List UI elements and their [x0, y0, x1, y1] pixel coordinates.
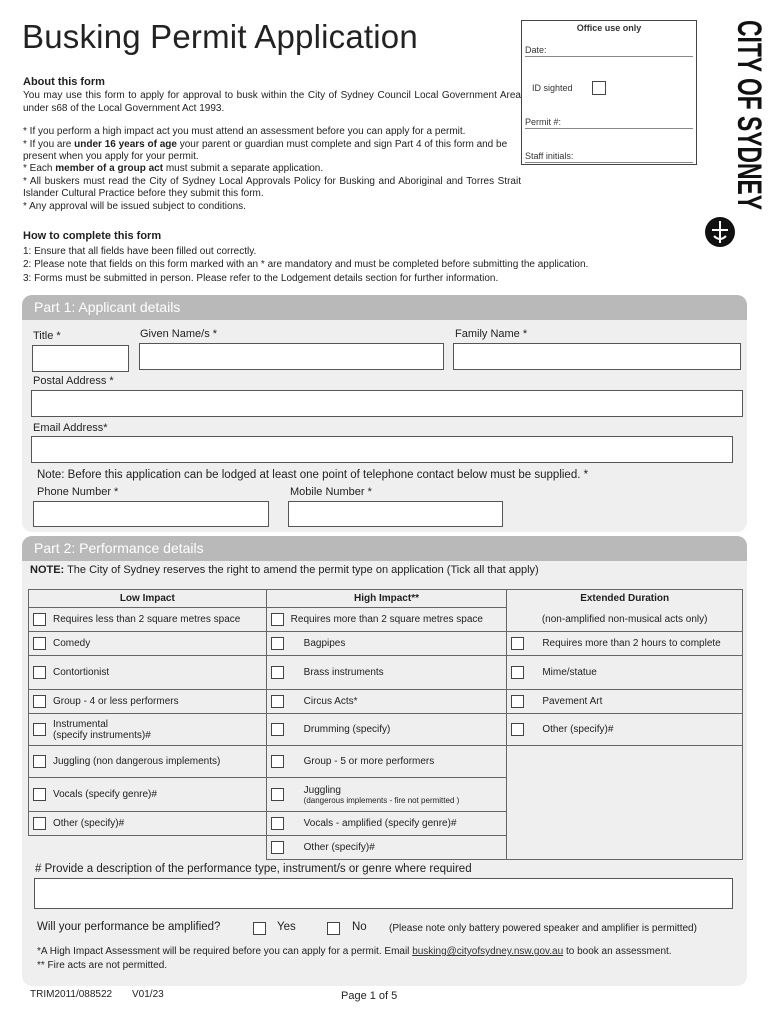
mobile-label: Mobile Number * [290, 486, 372, 498]
high-checkbox-7[interactable] [271, 817, 284, 830]
part2-heading: Part 2: Performance details [22, 536, 747, 561]
col-low-impact: Low Impact [29, 590, 267, 608]
ext-label-2: Pavement Art [542, 696, 603, 707]
title-label: Title * [33, 330, 61, 342]
low-label-3: Group - 4 or less performers [53, 696, 179, 707]
high-label-1: Bagpipes [303, 638, 346, 649]
ext-label-3: Other (specify)# [542, 724, 614, 735]
howto-step-3: 3: Forms must be submitted in person. Please refer to the Lodgement details section for further information. [23, 272, 499, 284]
ext-subheader: (non-amplified non-musical acts only) [507, 608, 743, 632]
description-label: # Provide a description of the performance type, instrument/s or genre where required [35, 863, 472, 875]
howto-section [23, 230, 723, 285]
high-label-5: Group - 5 or more performers [303, 756, 435, 767]
mobile-input[interactable] [288, 501, 503, 527]
amplified-no-label: No [352, 921, 367, 933]
description-input[interactable] [34, 878, 733, 909]
high-checkbox-0[interactable] [271, 613, 284, 626]
high-checkbox-6[interactable] [271, 788, 284, 801]
low-label-1: Comedy [53, 638, 91, 649]
family-name-label: Family Name * [455, 328, 528, 340]
office-staff-field[interactable]: Staff initials: [525, 151, 693, 163]
part1-heading: Part 1: Applicant details [22, 295, 747, 320]
low-checkbox-0[interactable] [33, 613, 46, 626]
busking-email-link[interactable]: busking@cityofsydney.nsw.gov.au [412, 946, 564, 957]
high-label-0: Requires more than 2 square metres space [290, 614, 483, 625]
part1-panel [22, 295, 747, 532]
logo-text: CITY OF SYDNEY [730, 20, 768, 303]
howto-heading: How to complete this form [23, 230, 162, 242]
low-label-5: Juggling (non dangerous implements) [53, 756, 221, 767]
email-label: Email Address* [33, 422, 108, 434]
about-section [23, 76, 521, 213]
col-extended: Extended Duration [507, 590, 743, 608]
ext-checkbox-2[interactable] [511, 695, 524, 708]
amplified-note: (Please note only battery powered speaker and amplifier is permitted) [389, 923, 697, 934]
page-title: Busking Permit Application [22, 18, 418, 55]
low-label-4: Instrumental (specify instruments)# [53, 718, 151, 741]
fire-note: ** Fire acts are not permitted. [37, 960, 168, 971]
high-label-4: Drumming (specify) [303, 724, 391, 735]
about-bullet-1: * If you perform a high impact act you must attend an assessment before you can apply for a permit. [23, 126, 466, 138]
high-label-7: Vocals - amplified (specify genre)# [303, 818, 457, 829]
low-checkbox-1[interactable] [33, 637, 46, 650]
about-bullet-2: * If you are under 16 years of age your parent or guardian must complete and sign Part 4 of this form and be present when you apply for your permit. [23, 138, 508, 163]
phone-input[interactable] [33, 501, 269, 527]
high-checkbox-1[interactable] [271, 637, 284, 650]
postal-address-label: Postal Address * [33, 375, 114, 387]
high-checkbox-4[interactable] [271, 723, 284, 736]
family-name-input[interactable] [453, 343, 741, 370]
permit-type-table [28, 589, 743, 860]
office-date-field[interactable]: Date: [525, 45, 693, 57]
low-label-7: Other (specify)# [53, 818, 125, 829]
postal-address-input[interactable] [31, 390, 743, 417]
low-checkbox-2[interactable] [33, 666, 46, 679]
high-label-8: Other (specify)# [303, 842, 375, 853]
low-checkbox-6[interactable] [33, 788, 46, 801]
phone-label: Phone Number * [37, 486, 119, 498]
ext-checkbox-0[interactable] [511, 637, 524, 650]
hia-note: *A High Impact Assessment will be required before you can apply for a permit. Email busking@cityofsydney.nsw.gov.au to book an assessment. [37, 946, 672, 957]
about-bullet-3: * Each member of a group act must submit a separate application. [23, 163, 324, 175]
low-label-2: Contortionist [53, 667, 110, 678]
office-use-box [521, 20, 697, 165]
about-bullet-5: * Any approval will be issued subject to conditions. [23, 200, 246, 212]
version: V01/23 [132, 989, 164, 1000]
part2-note: NOTE: The City of Sydney reserves the right to amend the permit type on application (Tick all that apply) [30, 564, 539, 576]
ext-label-1: Mime/statue [542, 667, 597, 678]
email-input[interactable] [31, 436, 733, 463]
trim-number: TRIM2011/088522 [30, 989, 113, 1000]
amplified-yes-checkbox[interactable] [253, 922, 266, 935]
amplified-no-checkbox[interactable] [327, 922, 340, 935]
given-name-label: Given Name/s * [140, 328, 218, 340]
title-input[interactable] [32, 345, 129, 372]
ext-label-0: Requires more than 2 hours to complete [542, 638, 721, 649]
high-checkbox-5[interactable] [271, 755, 284, 768]
high-checkbox-8[interactable] [271, 841, 284, 854]
howto-step-2: 2: Please note that fields on this form marked with an * are mandatory and must be completed before submitting the application. [23, 259, 589, 271]
office-id-checkbox[interactable] [592, 81, 606, 95]
low-label-6: Vocals (specify genre)# [53, 789, 157, 800]
page-number: Page 1 of 5 [341, 990, 398, 1002]
about-intro: You may use this form to apply for approval to busk within the City of Sydney Council Local Government Area under s68 of the Local Government Act 1993. [23, 90, 521, 114]
amplified-yes-label: Yes [277, 921, 296, 933]
low-label-0: Requires less than 2 square metres space [53, 614, 241, 625]
about-heading: About this form [23, 76, 105, 88]
low-checkbox-7[interactable] [33, 817, 46, 830]
howto-step-1: 1: Ensure that all fields have been filled out correctly. [23, 246, 257, 258]
low-checkbox-5[interactable] [33, 755, 46, 768]
amplified-question: Will your performance be amplified? [37, 921, 221, 933]
phone-note: Note: Before this application can be lodged at least one point of telephone contact below must be supplied. * [37, 469, 589, 481]
low-checkbox-4[interactable] [33, 723, 46, 736]
high-label-2: Brass instruments [303, 667, 384, 678]
about-bullet-4: * All buskers must read the City of Sydney Local Approvals Policy for Busking and Aboriginal and Torres Strait Islander Cultural Practice before they submit this form. [23, 175, 521, 200]
high-label-3: Circus Acts* [303, 696, 358, 707]
city-of-sydney-logo [698, 18, 768, 303]
col-high-impact: High Impact** [266, 590, 507, 608]
high-label-6: Juggling (dangerous implements - fire not permitted ) [303, 784, 460, 805]
given-name-input[interactable] [139, 343, 444, 370]
ext-checkbox-1[interactable] [511, 666, 524, 679]
office-id-label: ID sighted [532, 83, 573, 93]
office-use-heading: Office use only [576, 23, 642, 33]
ext-checkbox-3[interactable] [511, 723, 524, 736]
high-checkbox-3[interactable] [271, 695, 284, 708]
office-permit-field[interactable]: Permit #: [525, 117, 693, 129]
high-checkbox-2[interactable] [271, 666, 284, 679]
low-checkbox-3[interactable] [33, 695, 46, 708]
